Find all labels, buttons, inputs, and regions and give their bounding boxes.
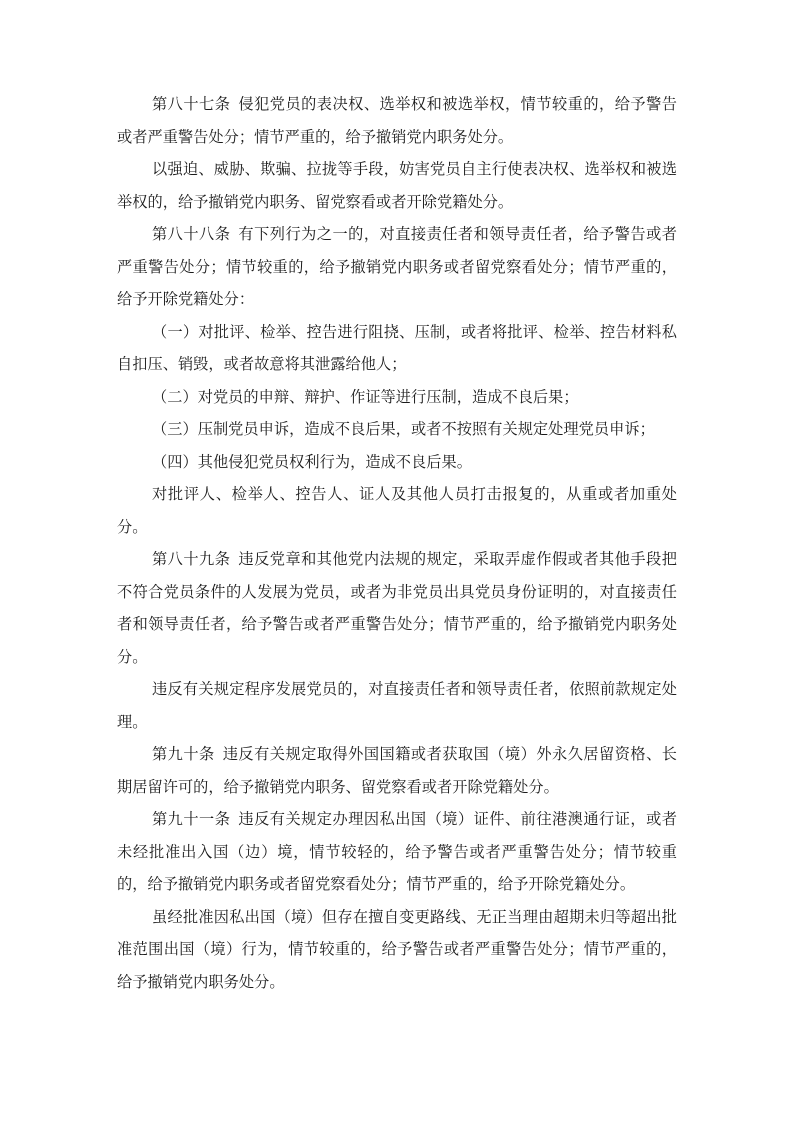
document-body xyxy=(117,88,677,998)
article-number: 第八十八条 xyxy=(152,225,231,243)
paragraph-article-88 xyxy=(117,218,677,316)
paragraph-article-91 xyxy=(117,803,677,901)
paragraph-text: （三）压制党员申诉，造成不良后果，或者不按照有关规定处理党员申诉； xyxy=(152,420,655,438)
paragraph-text: 违反有关规定办理因私出国（境）证件、前往港澳通行证，或者未经批准出入国（边）境，情节较轻的，给予警告或者严重警告处分；情节较重的，给予撤销党内职务或者留党察看处分；情节严重的，给予开除党籍处分。 xyxy=(117,810,678,893)
list-item xyxy=(117,413,677,446)
paragraph-article-89 xyxy=(117,543,677,673)
list-item xyxy=(117,316,677,381)
article-number: 第九十一条 xyxy=(152,810,231,828)
paragraph xyxy=(117,673,677,738)
article-number: 第八十九条 xyxy=(152,550,231,568)
paragraph-text: 侵犯党员的表决权、选举权和被选举权，情节较重的，给予警告或者严重警告处分；情节严重的，给予撤销党内职务处分。 xyxy=(117,95,678,146)
paragraph-text: 有下列行为之一的，对直接责任者和领导责任者，给予警告或者严重警告处分；情节较重的，给予撤销党内职务或者留党察看处分；情节严重的，给予开除党籍处分： xyxy=(117,225,678,308)
paragraph xyxy=(117,901,677,999)
paragraph-article-87 xyxy=(117,88,677,153)
article-number: 第九十条 xyxy=(152,745,215,763)
paragraph-article-90 xyxy=(117,738,677,803)
paragraph-text: 违反有关规定程序发展党员的，对直接责任者和领导责任者，依照前款规定处理。 xyxy=(117,680,677,731)
paragraph xyxy=(117,478,677,543)
list-item xyxy=(117,446,677,479)
paragraph-text: 违反党章和其他党内法规的规定，采取弄虚作假或者其他手段把不符合党员条件的人发展为党员，或者为非党员出具党员身份证明的，对直接责任者和领导责任者，给予警告或者严重警告处分；情节严重的，给予撤销党内职务处分。 xyxy=(117,550,678,666)
paragraph xyxy=(117,153,677,218)
paragraph-text: 以强迫、威胁、欺骗、拉拢等手段，妨害党员自主行使表决权、选举权和被选举权的，给予撤销党内职务、留党察看或者开除党籍处分。 xyxy=(117,160,677,211)
paragraph-text: （一）对批评、检举、控告进行阻挠、压制，或者将批评、检举、控告材料私自扣压、销毁，或者故意将其泄露给他人； xyxy=(117,322,677,373)
paragraph-text: （二）对党员的申辩、辩护、作证等进行压制，造成不良后果； xyxy=(152,387,579,406)
paragraph-text: 对批评人、检举人、控告人、证人及其他人员打击报复的，从重或者加重处分。 xyxy=(117,485,677,536)
paragraph-text: 违反有关规定取得外国国籍或者获取国（境）外永久居留资格、长期居留许可的，给予撤销党内职务、留党察看或者开除党籍处分。 xyxy=(117,745,678,796)
list-item xyxy=(117,381,677,414)
paragraph-text: 虽经批准因私出国（境）但存在擅自变更路线、无正当理由超期未归等超出批准范围出国（境）行为，情节较重的，给予警告或者严重警告处分；情节严重的，给予撤销党内职务处分。 xyxy=(117,907,677,991)
paragraph-text: （四）其他侵犯党员权利行为，造成不良后果。 xyxy=(152,452,472,471)
article-number: 第八十七条 xyxy=(152,95,231,113)
